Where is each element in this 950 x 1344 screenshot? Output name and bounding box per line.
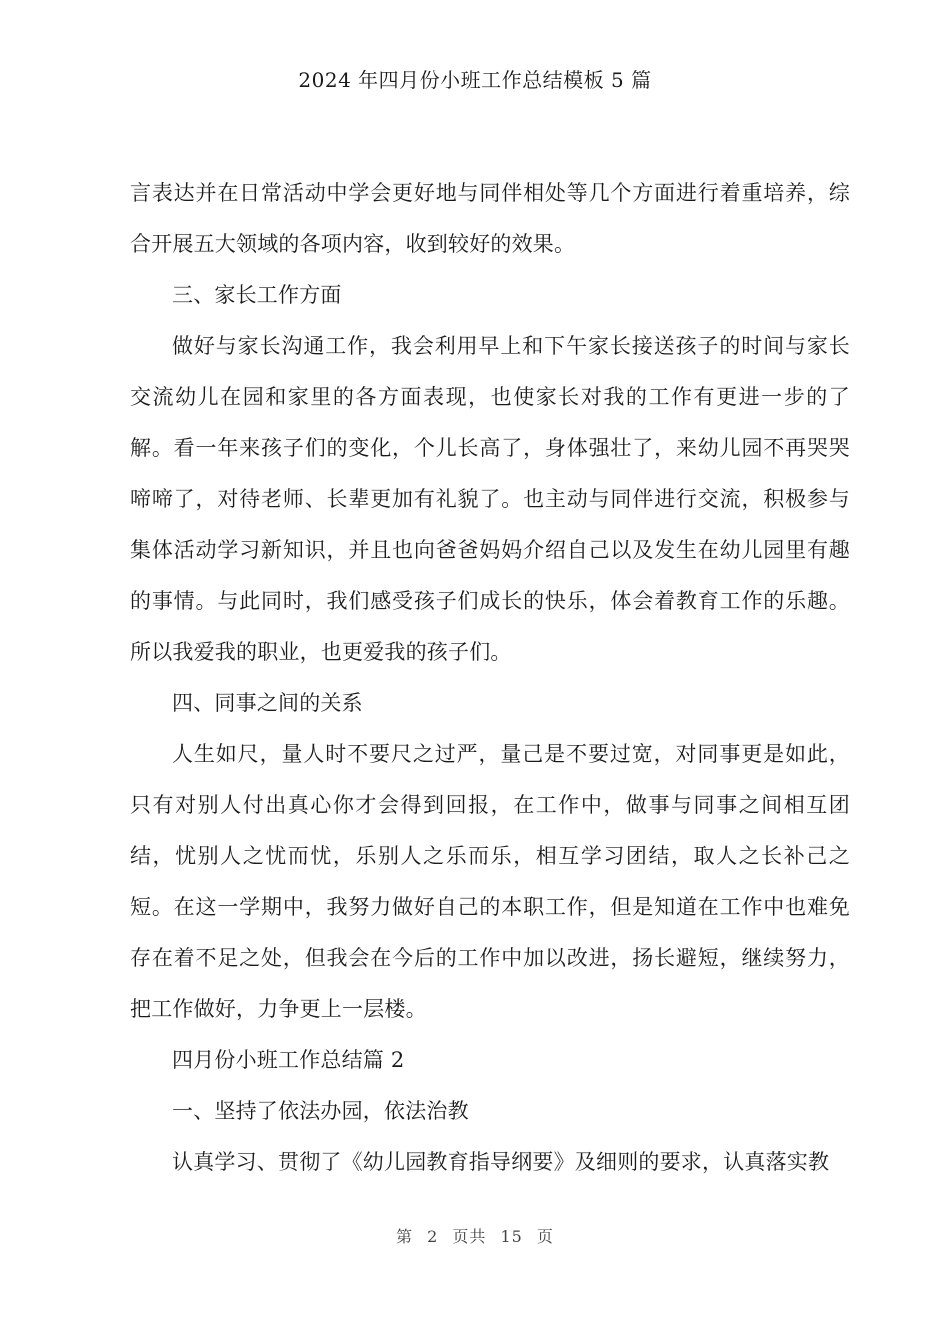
document-title: 2024 年四月份小班工作总结模板 5 篇 (298, 68, 652, 92)
page-number-footer: 第 2 页共 15 页 (396, 1227, 554, 1246)
article-heading-part-2: 四月份小班工作总结篇 2 (172, 1048, 405, 1072)
paragraph-parent-communication: 做好与家长沟通工作，我会利用早上和下午家长接送孩子的时间与家长交流幼儿在园和家里的各方面表现，也使家长对我的工作有更进一步的了解。看一年来孩子们的变化，个儿长高了，身体强壮了，来幼儿园不再哭哭啼啼了，对待老师、长辈更加有礼貌了。也主动与同伴进行交流，积极参与集体活动学习新知识，并且也向爸爸妈妈介绍自己以及发生在幼儿园里有趣的事情。与此同时，我们感受孩子们成长的快乐，体会着教育工作的乐趣。所以我爱我的职业，也更爱我的孩子们。 (130, 334, 850, 664)
paragraph-colleague-relations: 人生如尺，量人时不要尺之过严，量己是不要过宽，对同事更是如此，只有对别人付出真心你才会得到回报，在工作中，做事与同事之间相互团结，忧别人之忧而忧，乐别人之乐而乐，相互学习团结，取人之长补己之短。在这一学期中，我努力做好自己的本职工作，但是知道在工作中也难免存在着不足之处，但我会在今后的工作中加以改进，扬长避短，继续努力，把工作做好，力争更上一层楼。 (130, 742, 850, 1021)
paragraph-law-based-start: 认真学习、贯彻了《幼儿园教育指导纲要》及细则的要求，认真落实教 (172, 1150, 830, 1174)
section-heading-parent-work: 三、家长工作方面 (172, 283, 342, 307)
document-body (130, 168, 850, 1188)
section-heading-law-based: 一、坚持了依法办园，依法治教 (172, 1099, 469, 1123)
section-heading-colleague-relations: 四、同事之间的关系 (172, 691, 363, 715)
paragraph-continuation: 言表达并在日常活动中学会更好地与同伴相处等几个方面进行着重培养，综合开展五大领域的各项内容，收到较好的效果。 (130, 181, 850, 256)
